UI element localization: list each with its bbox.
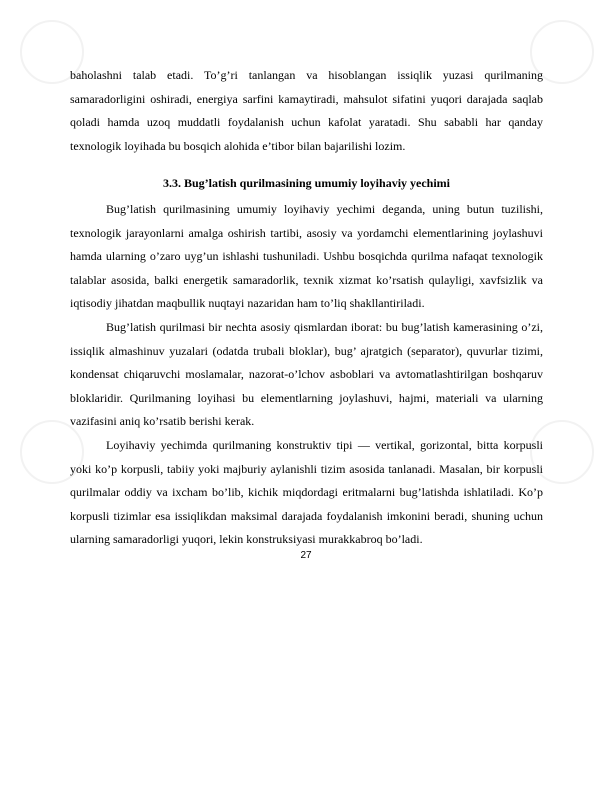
section-heading: 3.3. Bug’latish qurilmasining umumiy loyihaviy yechimi [162, 176, 451, 191]
paragraph-continuation: baholashni talab etadi. To’g’ri tanlangan va hisoblangan issiqlik yuzasi qurilmaning samaradorligini oshiradi, energiya sarfini kamaytiradi, mahsulot sifatini yuqori darajada saqlab qoladi hamda uzoq muddatli foydalanish uchun kafolat yaratadi. Shu sababli har qanday texnologik loyihada bu bosqich alohida e’tibor bilan bajarilishi lozim. [70, 68, 543, 153]
document-body [70, 64, 543, 552]
paragraph: Bug’latish qurilmasining umumiy loyihaviy yechimi deganda, uning butun tuzilishi, texnologik jarayonlarni amalga oshirish tartibi, asosiy va yordamchi elementlarining joylashuvi hamda ularning o’zaro uyg’un ishlashi tushuniladi. Ushbu bosqichda qurilma nafaqat texnologik talablar asosida, balki energetik samaradorlik, texnik xizmat ko’rsatish qulayligi, xavfsizlik va iqtisodiy jihatdan maqbullik nuqtayi nazaridan ham to’liq shakllantiriladi. [70, 201, 543, 311]
paragraph: Loyihaviy yechimda qurilmaning konstruktiv tipi — vertikal, gorizontal, bitta korpusli yoki ko’p korpusli, tabiiy yoki majburiy aylanishli tizim asosida tanlanadi. Masalan, bir korpusli qurilmalar oddiy va ixcham bo’lib, kichik miqdordagi eritmalarni bug’latishda ishlatiladi. Ko’p korpusli tizimlar esa issiqlikdan maksimal darajada foydalanish imkonini beradi, shuning uchun ularning samaradorligi yuqori, lekin konstruksiyasi murakkabroq bo’ladi. [70, 437, 543, 547]
paragraph: Bug’latish qurilmasi bir nechta asosiy qismlardan iborat: bu bug’latish kamerasining o’zi, issiqlik almashinuv yuzalari (odatda trubali bloklar), bug’ ajratgich (separator), quvurlar tizimi, kondensat chiqaruvchi moslamalar, nazorat-o’lchov asboblari va avtomatlashtirilgan boshqaruv bloklaridir. Qurilmaning loyihasi bu elementlarning joylashuvi, hajmi, materiali va ularning vazifasini aniq ko’rsatib berishi kerak. [70, 319, 543, 429]
page-number: 27 [300, 550, 312, 561]
